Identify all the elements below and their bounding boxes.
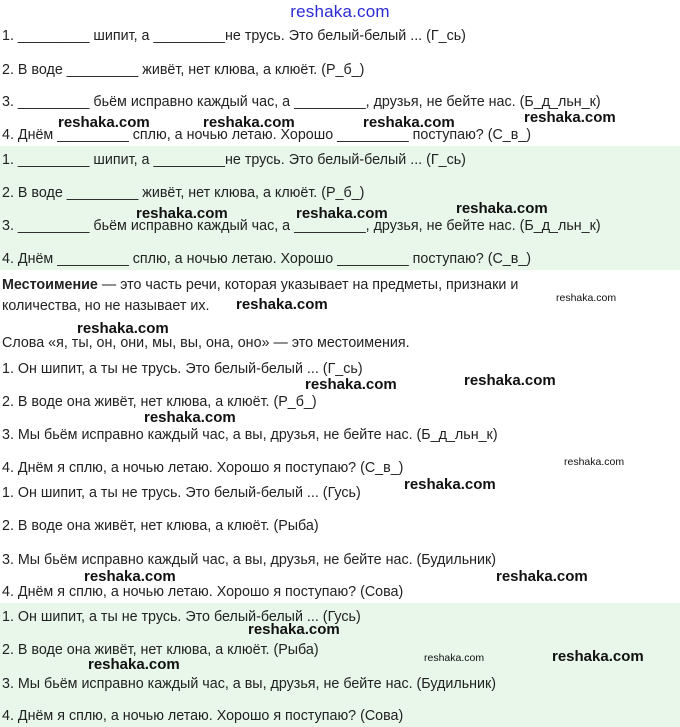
watermark: reshaka.com: [404, 476, 496, 493]
definition-term: Местоимение: [2, 277, 98, 293]
watermark: reshaka.com: [248, 621, 340, 638]
watermark: reshaka.com: [296, 205, 388, 222]
site-logo[interactable]: reshaka.com: [290, 2, 390, 21]
watermark: reshaka.com: [58, 114, 150, 131]
definition-line-1: [2, 276, 518, 294]
definition-text: — это часть речи, которая указывает на предметы, признаки и: [97, 277, 519, 293]
answer-partial-line-3: 3. Мы бьём исправно каждый час, а вы, друзья, не бейте нас. (Б_д_льн_к): [2, 427, 498, 443]
task-line-4: 4. Днём _________ сплю, а ночью летаю. Хорошо _________ поступаю? (С_в_): [2, 127, 532, 143]
task-line-2: 2. В воде _________ живёт, нет клюва, а клюёт. (Р_б_): [2, 62, 365, 78]
definition-line-2: количества, но не называет их.: [2, 298, 210, 314]
watermark: reshaka.com: [424, 652, 485, 664]
answer-partial-line-1: 1. Он шипит, а ты не трусь. Это белый-белый ... (Г_сь): [2, 361, 363, 377]
answer-full-line-2: 2. В воде она живёт, нет клюва, а клюёт. (Рыба): [2, 518, 319, 534]
watermark: reshaka.com: [556, 292, 617, 304]
watermark: reshaka.com: [564, 456, 625, 468]
watermark: reshaka.com: [464, 372, 556, 389]
green-task-line-4: 4. Днём _________ сплю, а ночью летаю. Хорошо _________ поступаю? (С_в_): [2, 251, 532, 267]
watermark: reshaka.com: [552, 648, 644, 665]
definition-line-3: Слова «я, ты, он, они, мы, вы, она, оно» — это местоимения.: [2, 335, 410, 351]
answer-full-line-4: 4. Днём я сплю, а ночью летаю. Хорошо я поступаю? (Сова): [2, 584, 404, 600]
watermark: reshaka.com: [77, 320, 169, 337]
watermark: reshaka.com: [84, 568, 176, 585]
answer-full-line-3: 3. Мы бьём исправно каждый час, а вы, друзья, не бейте нас. (Будильник): [2, 552, 497, 568]
watermark: reshaka.com: [524, 109, 616, 126]
watermark: reshaka.com: [236, 296, 328, 313]
green-task-line-2: 2. В воде _________ живёт, нет клюва, а клюёт. (Р_б_): [2, 185, 365, 201]
answer-partial-line-4: 4. Днём я сплю, а ночью летаю. Хорошо я поступаю? (С_в_): [2, 460, 404, 476]
green-answer-line-1: 1. Он шипит, а ты не трусь. Это белый-белый ... (Гусь): [2, 609, 361, 625]
watermark: reshaka.com: [144, 409, 236, 426]
green-task-line-1: 1. _________ шипит, а _________не трусь. Это белый-белый ... (Г_сь): [2, 152, 466, 168]
watermark: reshaka.com: [203, 114, 295, 131]
watermark: reshaka.com: [456, 200, 548, 217]
answer-full-line-1: 1. Он шипит, а ты не трусь. Это белый-белый ... (Гусь): [2, 485, 361, 501]
watermark: reshaka.com: [136, 205, 228, 222]
green-answer-line-4: 4. Днём я сплю, а ночью летаю. Хорошо я поступаю? (Сова): [2, 708, 404, 724]
watermark: reshaka.com: [363, 114, 455, 131]
green-task-line-3: 3. _________ бьём исправно каждый час, а _________, друзья, не бейте нас. (Б_д_льн_к): [2, 218, 601, 234]
green-answer-line-3: 3. Мы бьём исправно каждый час, а вы, друзья, не бейте нас. (Будильник): [2, 676, 497, 692]
green-answer-line-2: 2. В воде она живёт, нет клюва, а клюёт. (Рыба): [2, 642, 319, 658]
watermark: reshaka.com: [496, 568, 588, 585]
answer-partial-line-2: 2. В воде она живёт, нет клюва, а клюёт. (Р_б_): [2, 394, 317, 410]
task-line-3: 3. _________ бьём исправно каждый час, а _________, друзья, не бейте нас. (Б_д_льн_к): [2, 94, 601, 110]
task-line-1: 1. _________ шипит, а _________не трусь. Это белый-белый ... (Г_сь): [2, 28, 466, 44]
watermark: reshaka.com: [88, 656, 180, 673]
watermark: reshaka.com: [305, 376, 397, 393]
